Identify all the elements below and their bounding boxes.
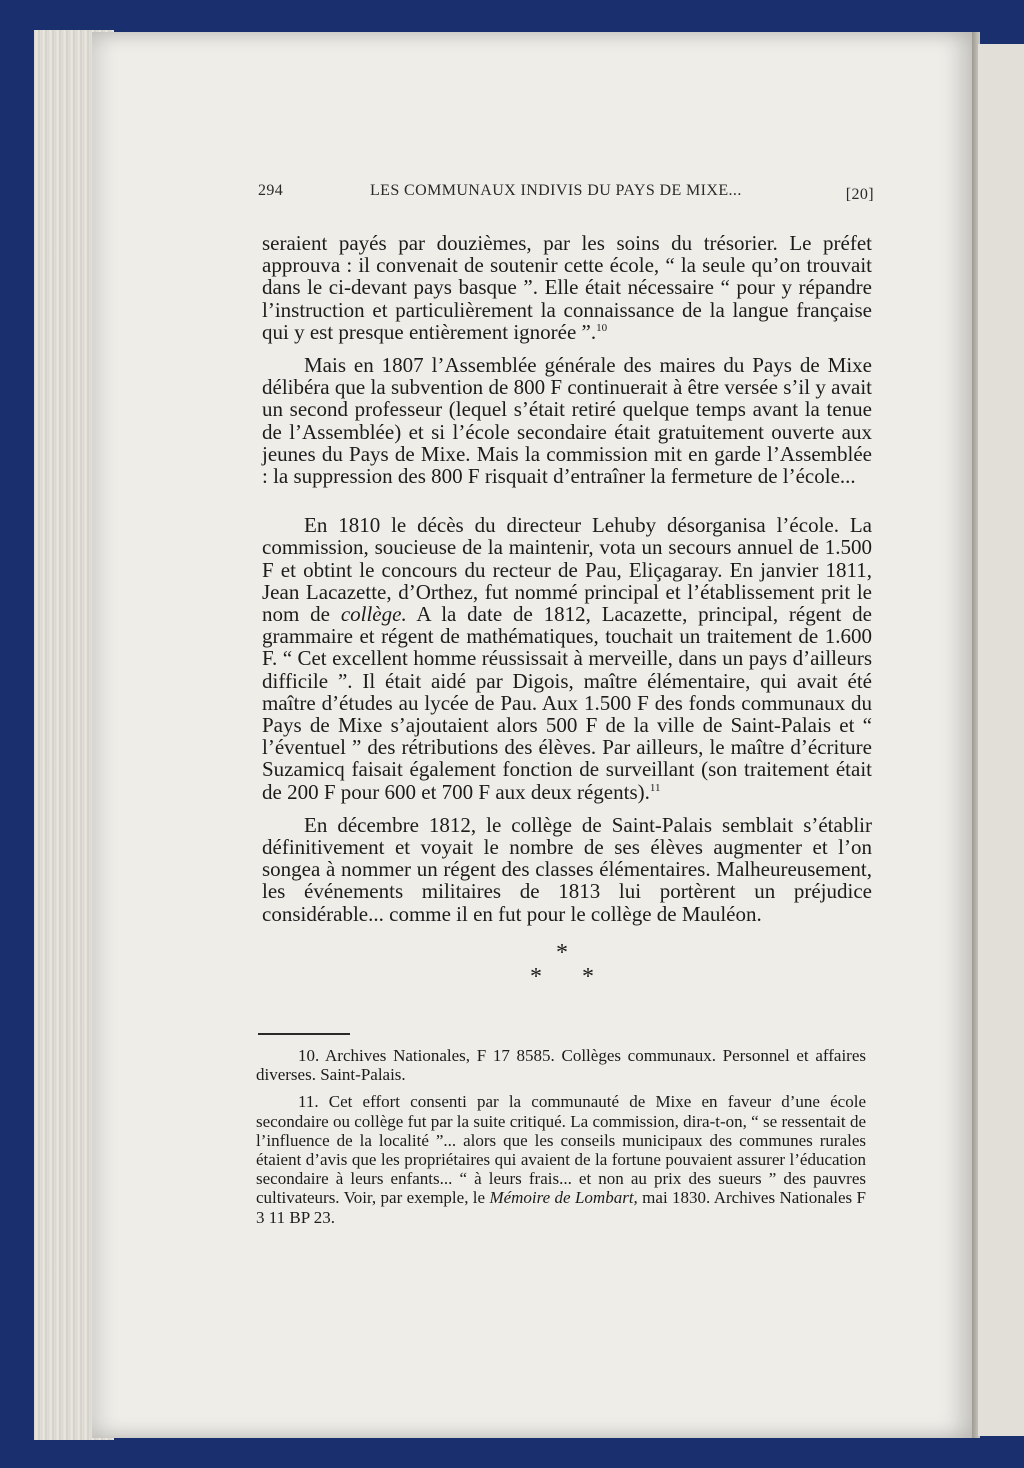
asterisk: * [582,964,594,990]
section-number: [20] [845,186,874,203]
page-number: 294 [258,182,284,199]
paragraph: Mais en 1807 l’Assemblée générale des maires du Pays de Mixe délibéra que la subvention de 800 F continuerait à être versée s’il y avait un second professeur (lequel s’était retiré quelque temps avant la tenue de l’Assemblée) et si l’école secondaire était gratuitement ouverte aux jeunes du Pays de Mixe. Mais la commission mit en garde l’Assemblée : la suppression des 800 F risquait d’entraîner la fermeture de l’école... [262,353,872,489]
paragraph: En décembre 1812, le collège de Saint-Palais semblait s’établir définitivement et voyait le nombre de ses élèves augmenter et l’on songea à nommer un régent des classes élémentaires. Malheureusement, les événements militaires de 1813 lui portèrent un préjudice considérable... comme il en fut pour le collège de Mauléon. [262,812,872,926]
section-break-asterisks [520,940,610,990]
footnotes [256,1046,866,1227]
running-head [258,182,878,206]
footnote: 11. Cet effort consenti par la communauté de Mixe en faveur d’une école secondaire ou collège fut par la suite critiqué. La commission, dira-t-on, “ se ressentait de l’influence de la localité ”... alors que les conseils municipaux des communes rurales étaient d’avis que les propriétaires qui avaient de la fortune pouvaient assurer l’éducation secondaire à leurs enfants... “ à leurs frais... et non au prix des sueurs ” des pauvres cultivateurs. Voir, par exemple, le Mémoire de Lombart, mai 1830. Archives Nationales F 3 11 BP 23. [256,1092,866,1227]
asterisk: * [556,940,568,966]
paragraph: seraient payés par douzièmes, par les soins du trésorier. Le préfet approuva : il convenait de soutenir cette école, “ la seule qu’on trouvait dans le ci-devant pays basque ”. Elle était nécessaire “ pour y répandre l’instruction et particulièrement la connaissance de la langue française qui y est presque entièrement ignorée ”.$^{10}$ [262,231,872,344]
facing-page-edge [978,44,1024,1436]
footnote-ref: 11 [649,781,661,794]
footnote: 10. Archives Nationales, F 17 8585. Collèges communaux. Personnel et affaires diverses. Saint-Palais. [256,1046,866,1085]
running-title: LES COMMUNAUX INDIVIS DU PAYS DE MIXE... [370,182,742,199]
footnote-rule [258,1033,350,1035]
asterisk: * [530,964,542,990]
paragraph: En 1810 le décès du directeur Lehuby désorganisa l’école. La commission, soucieuse de la maintenir, vota un secours annuel de 1.500 F et obtint le concours du recteur de Pau, Eliçagaray. En janvier 1811, Jean Lacazette, d’Orthez, fut nommé principal et l’établissement prit le nom de collège. A la date de 1812, Lacazette, principal, régent de grammaire et régent de mathématiques, touchait un traitement de 1.600 F. “ Cet excellent homme réussissait à merveille, dans un pays d’ailleurs difficile ”. Il était aidé par Digois, maître élémentaire, qui avait été maître d’études au lycée de Pau. Aux 1.500 F des fonds communaux du Pays de Mixe s’ajoutaient alors 500 F de la ville de Saint-Palais et “ l’éventuel ” des rétributions des élèves. Par ailleurs, le maître d’écriture Suzamicq faisait également fonction de surveillant (son traitement était de 200 F pour 600 et 700 F aux deux régents).$^{11}$ [262,513,873,804]
body-text [262,232,872,925]
footnote-ref: 10 [596,321,608,334]
